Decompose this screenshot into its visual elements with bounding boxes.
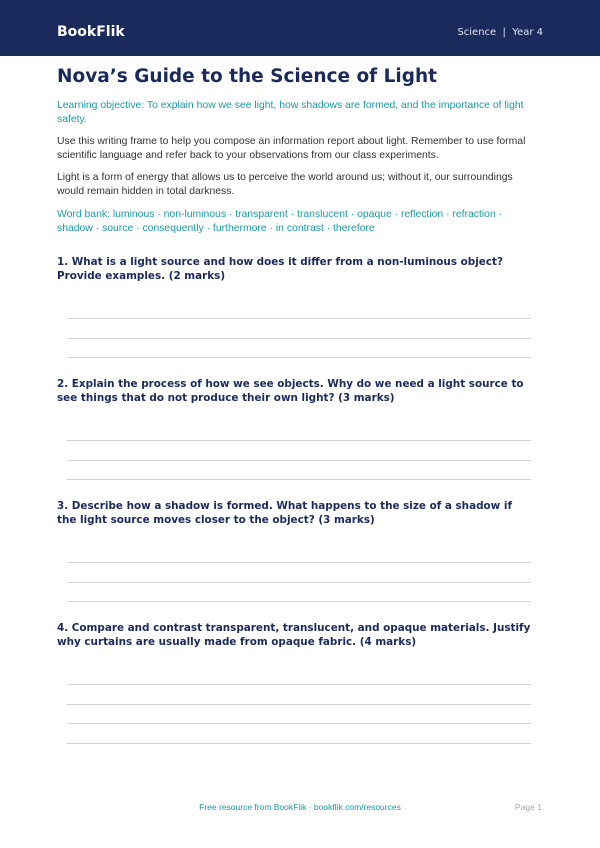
question-1: 1. What is a light source and how does it differ from a non-luminous object? Provide examples. (2 marks) (57, 256, 503, 282)
answer-line (67, 723, 531, 724)
answer-line (67, 562, 531, 563)
intro-section (57, 66, 531, 236)
question-4: 4. Compare and contrast transparent, translucent, and opaque materials. Justify why curtains are usually made from opaque fabric. (4 marks) (57, 622, 531, 648)
answer-line (67, 582, 531, 583)
footer-credit: Free resource from BookFlik · bookflik.com/resources (199, 802, 401, 812)
learning-objective: Learning objective: To explain how we see light, how shadows are formed, and the importance of light safety. (57, 100, 524, 125)
page-header (0, 0, 600, 56)
intro-paragraph: Light is a form of energy that allows us to perceive the world around us; without it, our surroundings would remain hidden in total darkness. (57, 172, 513, 197)
instructions-paragraph: Use this writing frame to help you compose an information report about light. Remember to use formal scientific language and refer back to your observations from our class experiments. (57, 136, 526, 161)
question-3: 3. Describe how a shadow is formed. What happens to the size of a shadow if the light source moves closer to the object? (3 marks) (57, 500, 512, 526)
answer-line (67, 479, 531, 480)
word-bank: Word bank: luminous · non-luminous · transparent · translucent · opaque · reflection · refraction · shadow · source · consequently · furthermore · in contrast · therefore (57, 209, 503, 234)
answer-line (67, 704, 531, 705)
page-number: Page 1 (515, 802, 542, 812)
answer-line (67, 601, 531, 602)
answer-line (67, 318, 531, 319)
answer-line (67, 357, 531, 358)
question-2: 2. Explain the process of how we see objects. Why do we need a light source to see things that do not produce their own light? (3 marks) (57, 378, 524, 404)
subject-label: Science | Year 4 (457, 27, 543, 38)
answer-line (67, 743, 531, 744)
answer-line (67, 460, 531, 461)
brand-logo-text: BookFlik (57, 24, 125, 40)
page-title: Nova’s Guide to the Science of Light (57, 66, 438, 87)
answer-line (67, 684, 531, 685)
answer-line (67, 440, 531, 441)
answer-line (67, 338, 531, 339)
